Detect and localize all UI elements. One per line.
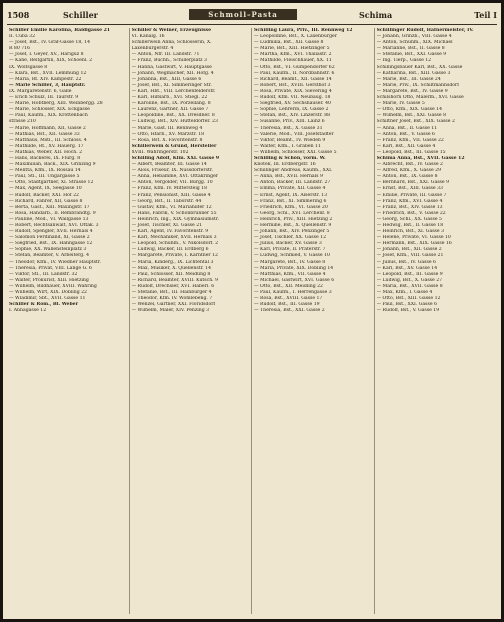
directory-entry: Schillinger Andreas, Kaufm., XXI.	[254, 168, 333, 174]
directory-entry: — Alois, Friseur, IX. Nussdorferstr.	[131, 168, 213, 174]
directory-entry: — Michael, Gastwirt, XVI. Gasse 6	[254, 277, 335, 283]
directory-column	[7, 28, 130, 614]
directory-entry: — Johann, Wegmacher, XII. Hofg. 4	[131, 70, 214, 76]
directory-entry: — Hedwig, Bst., II. Gasse 18	[376, 223, 444, 228]
directory-entry: — Johann, Bst., XIV. Penzinger 5	[254, 229, 330, 235]
directory-entry: Schima Anna, Bst., XVII. Gasse 12	[376, 155, 465, 161]
directory-entry: — Erich Schulz, III. Taurstr. 9	[9, 95, 79, 101]
directory-entry: — Friedrich, Kfm., VI. Gasse 20	[254, 204, 328, 210]
directory-column	[252, 28, 375, 614]
directory-entry: — Viktor, Beamt., IV. Wieden 9	[254, 137, 326, 143]
directory-entry: — Max, Musiker, X. Quellenstr. 14	[131, 265, 212, 271]
directory-entry: — Hanna, Gastwirt, V. Hauptgasse	[131, 64, 212, 70]
directory-entry: Laxenburgerstr. 4	[131, 46, 174, 52]
directory-entry: — Leopold, Schuhm., V. Nikolsdorf. 2	[131, 241, 219, 247]
directory-entry: — Georg, Schl., XVI. Lerchenf. 8	[254, 210, 330, 216]
directory-entry: — Richard, Fahrer, XII, Gasse 8	[9, 198, 83, 204]
directory-entry: — Matthias, Kfm., VII. Gasse 4	[254, 271, 326, 277]
directory-entry: — Maximilian, Bäck., XIX. Grinzing 9	[9, 162, 96, 168]
directory-entry: II. Cuba 32	[9, 34, 36, 40]
directory-entry: — Katharina, Bst., XIII. Gasse 3	[376, 70, 451, 76]
directory-entry: — Margarete, Private, I. Kärntner 12	[131, 253, 218, 259]
directory-entry: — Johann, Grinzb., VIII. Gasse 4	[376, 34, 452, 40]
directory-entry: — Wilhelm, Bst., XXI. Gasse 8	[376, 113, 447, 119]
directory-entry: — Marie, Schlosser, XIX. Eckgasse	[9, 107, 90, 113]
directory-entry: — Paul, Kaufm., II. Nordbahnstr. 6	[254, 70, 335, 76]
directory-entry: — Ernst, Agent, IX. Alserstr. 13	[254, 192, 328, 198]
directory-entry: — Maria, Bst., XVII. Gasse 8	[376, 283, 443, 289]
directory-entry: — Hans, Bäckerei, IX. Flurg. 8	[9, 155, 81, 161]
directory-entry: — Karl, Bst., XII. Gasse 4	[376, 143, 436, 149]
directory-entry: Schiller & Rom., Bl. Weber	[9, 302, 79, 308]
directory-entry: — Leopold, Bst., III. Gasse 9	[376, 271, 443, 277]
directory-entry: — Mathias, Bst., XII. Gasse 33	[9, 131, 80, 137]
directory-entry: — Anton, Bst., IX. Gasse 8	[376, 174, 438, 180]
directory-entry: — Robert, Bst., XVIII. Gersthof 3	[254, 82, 331, 88]
header-rule	[7, 24, 497, 25]
directory-entry: — Franz, Bst., XI. Simmering 6	[254, 198, 327, 204]
directory-entry: — Leopoldine, Bst., XX. Dresdner. 8	[131, 113, 215, 119]
directory-entry: — Theodor, Kfm., IV. Wiedner Hauptstr.	[9, 259, 101, 265]
directory-entry: — Otto, Bst., XIII. Gasse 12	[376, 296, 441, 302]
directory-entry: — Theresia, Bst., XXI. Gasse 2	[254, 308, 325, 314]
directory-entry: — Anna, Bst., XVII. Hernals 9	[254, 174, 323, 180]
directory-entry: IX. Margaretenstr. 6, Galle	[9, 88, 72, 94]
left-running-head: Schiller	[63, 10, 98, 20]
right-running-head: Schima	[359, 10, 393, 20]
directory-entry: — Ludwig, Bst., X. Gasse 27	[376, 277, 443, 283]
directory-entry: — Otto, Kfm., XIX. Gasse 14	[376, 107, 442, 113]
directory-entry: — Susanne, Priv., XIII. Lainz 6	[254, 119, 325, 125]
directory-entry: — Viktor, Stl., III. Landstr. 32	[9, 271, 78, 277]
page-header	[7, 7, 497, 23]
directory-entry: — Otto, Bst., XII. Meidling 22	[254, 283, 323, 289]
directory-entry: — Albrecht, Bst., IV. Gasse 2	[376, 162, 443, 168]
directory-entry: — Hans, Fabrik, V. Schönbrunner 55	[131, 210, 217, 216]
directory-entry: — Mathias, Weber, XII. Hoch. 2	[9, 149, 83, 155]
directory-entry: — Robert, Rechtsanwalt, XVI. Ottak. 3	[9, 223, 99, 228]
directory-entry: — Karl, Hbt., VIII. Lerchenfelderstr.	[131, 88, 216, 94]
directory-entry: — Sophie, Lehrerin, IX. Gasse 2	[254, 107, 329, 113]
directory-entry: — Bernhard, Bst., XXI. Gasse 9	[376, 180, 450, 186]
directory-entry: Schilling Laura, Priv., III. Rennweg 12	[254, 28, 353, 33]
directory-entry: — Karoline, Bst., IX. Porzellang. 8	[131, 101, 211, 107]
page-number: 1508	[7, 10, 30, 20]
center-running-head: Schmoll–Pasta	[189, 9, 297, 20]
directory-entry: Schillinger Rudolf, Hafnermeister, IV.	[376, 28, 474, 33]
directory-entry: — Franz, Kfm., XVI. Gasse 4	[376, 198, 443, 204]
directory-entry: I. Annagasse 12	[9, 308, 47, 314]
directory-entry: — Karl, Mechaniker, XVII. Hernals 3	[131, 235, 217, 241]
directory-entry: — Matthäus, Mstl., III. Schloss. 4	[9, 137, 87, 143]
directory-entry: — Josef, Bst., XI. Simmeringer Str.	[131, 82, 212, 88]
directory-entry: — Anton, Schuhm., XIX. Michael	[376, 40, 453, 46]
directory-entry: — Heinrich, Ing., XIX. Gymnasiumstr.	[131, 216, 220, 222]
directory-entry: — Wladimir, Sbt., XVII. Gasse 11	[9, 296, 86, 302]
directory-entry: — Pauline, Mod., VI. Wallgasse 13	[9, 216, 89, 222]
directory-entry: — Siegfried, XV. Sechshauser. 40	[254, 101, 331, 107]
directory-entry: Schillerwein & Grund, Hersteller	[131, 143, 217, 149]
directory-entry: — Josef, Kfm., VIII. Gasse 21	[376, 253, 444, 259]
directory-entry: — Marie, Hoffmann, XII, Gasse 2	[9, 125, 86, 131]
directory-entry: — Theresia, Privat, VIII. Lange G. 6	[9, 265, 92, 271]
directory-entry: — Maria, Kinderg., IX. Lichtental 3	[131, 259, 214, 265]
directory-entry: — Kane, Reitgärtin, XIX, Schoenl. 2	[9, 58, 93, 64]
directory-entry: — Richard, Beamt., XII. Gasse 14	[254, 76, 332, 82]
directory-entry: Schillerwein Anna, Schlosserin, X.	[131, 40, 212, 46]
directory-entry: — Marie, Priv., IX. Schiltmannsdorf	[376, 82, 459, 88]
directory-entry: — Ing. Tierp., Gasse 12	[376, 58, 432, 64]
directory-entry: Schiller & Weiner, Erzeugnisse	[131, 28, 212, 33]
directory-entry: — Theresia, Bst., X. Gasse 31	[254, 125, 323, 131]
directory-columns	[7, 28, 497, 614]
directory-entry: — Josef, Tischler, XI. Gasse 21	[131, 223, 203, 228]
directory-entry: — Helene, Private, VI. Gasse 10	[376, 235, 451, 241]
directory-entry: — Rudolf, Kfm. VII. Neubaug. 18	[254, 95, 331, 101]
directory-entry: — Rudolf, Bst., V. Gasse 19	[376, 308, 440, 314]
directory-entry: — Berta, Gast., XIII. Maxingstr. 17	[9, 204, 90, 210]
directory-entry: — Stefan, Beamter, V. Arbeiterg. 4	[9, 253, 90, 259]
directory-entry: — Martha, Kfm., XVI. Thaliastr. 2	[254, 52, 332, 58]
directory-entry: — Karl, Hilfsarb., XVI. Stiegl. 22	[131, 95, 208, 101]
directory-entry: — Rudolf, Drechsler, XVI. Haberl. 6	[131, 283, 215, 289]
directory-entry: — Wilhelm, Schlosser, XXI. Gasse 5	[254, 149, 337, 155]
directory-entry: — Otto, Hfarb., XV. Märzstr. 18	[131, 131, 205, 137]
directory-entry: — Walter, Prokurist, XIII. Hietzing	[9, 277, 89, 283]
directory-entry: — Rosa, Handarb., II. Rembrandtg. 9	[9, 210, 96, 216]
directory-entry: — Georg, Bst., II. Taborstr. 44	[131, 198, 202, 204]
directory-page	[3, 3, 501, 619]
directory-entry: — Klara, Bst., XVII. Lemmung 12	[9, 70, 87, 76]
directory-entry: — Hermine, Bst., X. Quellenstr. 9	[254, 223, 332, 228]
directory-entry: — Valerie, Mod., VIII. Josefstädter	[254, 131, 334, 137]
directory-entry: — Anna, Bst., II. Gasse 11	[376, 125, 438, 131]
directory-entry: — Paul, Bst., XXI. Gasse 6	[376, 302, 437, 308]
directory-entry: Schilling & Schön, vorm. W.	[254, 155, 326, 161]
directory-entry: — Marie, Bst., III. Gasse 24	[376, 76, 441, 82]
directory-entry: — Rudolf, Bäcker, XXI. Hof 22	[9, 192, 79, 198]
directory-entry: — Marianne, Bst., II. Gasse 8	[376, 46, 445, 52]
directory-entry: — Paul, Kaufm., XIX. Krottenbach	[9, 113, 88, 119]
directory-entry: — Ludmilla, Bst., XII. Gasse 8	[254, 40, 324, 46]
directory-entry: — Wilhelm, Bildhauer, XVIII. Währing	[9, 283, 97, 289]
directory-entry: — Otto, Bst., VI. Gumpendorfer 62	[254, 64, 335, 70]
directory-entry: — Julius, Bäcker, XV. Gasse 3	[254, 241, 322, 247]
directory-entry: — Margarete, Bst., IV. Gasse 9	[376, 88, 448, 94]
directory-entry: — Maria, Rt. XIV. Kampestr. 22	[9, 76, 82, 82]
directory-entry: — Emma, Private, XII. Gasse 4	[254, 186, 326, 192]
directory-entry: — Max, Agent, IX, Seegasse 10	[9, 186, 82, 192]
directory-entry: — Leopoldine, Bst., X. Laxenburger	[254, 34, 337, 40]
directory-entry: Schilshorn Otto, Malerm., XVI. Gasse	[376, 95, 464, 101]
directory-entry: — Marie, Bst., XIII. Hietzinger 5	[254, 46, 330, 52]
directory-entry: — Richard, Beamter, XVIII. Kutsch. 9	[131, 277, 218, 283]
directory-entry: R 80 716	[9, 46, 30, 52]
directory-column	[375, 28, 498, 614]
directory-entry: — Anton, Bst., V. Gasse 6	[376, 131, 435, 137]
directory-entry: — Marie Schiller, 3, Hauptstr.	[9, 82, 86, 88]
directory-entry: — Josef, Bst., IV. Graf-Gasse 18, 14	[9, 40, 91, 46]
directory-entry: — Ludwig, Bäcker, III. Erdberg 6	[131, 247, 209, 253]
directory-entry: — Johanna, Bst., XIII, Gasse 6	[131, 76, 202, 82]
directory-entry: — Alfred, Kfm., X. Gasse 29	[376, 168, 442, 174]
directory-entry: — Franz, Kfm., VII. Gasse 22	[376, 137, 444, 143]
directory-entry: — Karl, Private, II. Praterstr. 7	[254, 247, 326, 253]
directory-entry: — Theodor, Kfm. IV. Wohllebeng. 7	[131, 296, 213, 302]
directory-entry: — Leopold, Bst., III. Gasse 15	[376, 149, 446, 155]
directory-entry: — Gustav, Kfm., VI. Mariahilfer 12	[131, 204, 212, 210]
directory-entry: strasse 210	[9, 119, 36, 125]
directory-entry: XVIII. Währingerstr. 102	[131, 149, 189, 155]
directory-entry: — Karl, Agent, IV. Favoritenstr. 9	[131, 229, 209, 235]
directory-entry: — Heinrich, Priv., XIII. Hietzing 2	[254, 216, 333, 222]
directory-entry: — Hermann, Bst., XIX. Gasse 16	[376, 241, 452, 247]
directory-entry: — Salomon Ferdinand, XI, Gasse 2	[9, 235, 90, 241]
directory-entry: — Ludwig, Bst., XIV. Hütteldorfer. 23	[131, 119, 218, 125]
directory-entry: — Wilhelm, Wirt, XIX. Döbling 22	[9, 290, 87, 296]
directory-entry: — Anton, Nfr. III. Landstr. 71	[131, 52, 200, 58]
directory-entry: — Ernst, Bst., XIII. Gasse 33	[376, 186, 443, 192]
directory-entry: — Friedrich, Bst., V. Gasse 22	[376, 210, 446, 216]
directory-column	[130, 28, 253, 614]
directory-entry: — Marie, Hobtberg, XIII. Weinbergg. 28	[9, 101, 103, 107]
directory-entry: Schiltner Josef, Bst., XIX. Gasse 2	[376, 119, 455, 125]
directory-entry: — Josef, Tischler, XX. Gasse 12	[254, 235, 327, 241]
directory-entry: — Georg, Schl., XX. Gasse 5	[376, 216, 442, 222]
directory-entry: — Anton, Bäcker, III. Landstr. 27	[254, 180, 331, 186]
directory-entry: Schiller Emilie Karolina, Baldigasse 21	[9, 28, 111, 33]
directory-entry: — Wenzel, Gärtner, XXI. Floridsdorf	[131, 302, 216, 308]
directory-entry: — Ludwig, Schmied, V. Gasse 10	[254, 253, 330, 259]
directory-entry: Schillingsbauer Karl, Bst., XX. Gasse	[376, 64, 463, 70]
directory-entry: — Franz, Bst., XIV. Gasse 13	[376, 204, 443, 210]
directory-entry: — Stefanie, Bst., III. Hainburger 4	[131, 290, 212, 296]
directory-entry: — Heinrich, Bst., XI. Gasse 3	[376, 229, 445, 235]
directory-entry: — Rudolf, Spengler, XVII. Hernals 4	[9, 229, 93, 235]
directory-entry: — Rudolf, Bst., III. Gasse 19	[254, 302, 320, 308]
directory-entry: — Paul, Kaufm., I. Herrengasse 3	[254, 290, 332, 296]
directory-entry: — Franz, Pensionist, XIII. Gasse 4	[131, 192, 211, 198]
directory-entry: — Siegfried, Bst., IX. Hahngasse 12	[9, 241, 93, 247]
directory-entry: — Paul, Stl., III. Ungargasse 5	[9, 174, 80, 180]
directory-entry: — Marie, Gast. III. Rennweg 4	[131, 125, 203, 131]
directory-entry: — Otto, Stadtgartner, XI. Strasse 12	[9, 180, 94, 186]
directory-entry: — Wilhelm, Maler, XIV. Penzing 3	[131, 308, 210, 314]
directory-entry: — Stefan, Bst., XIV. Linzerstr. 88	[254, 113, 331, 119]
directory-entry: — Paul, Schlosser, XII. Meidling 8	[131, 271, 211, 277]
volume-label: Teil I	[474, 10, 497, 20]
directory-entry: — Franz, Kfm. IV. Mittersteig 18	[131, 186, 208, 192]
directory-entry: — Melitta, Kfm., IX. Rossau 14	[9, 168, 81, 174]
directory-entry: Schilling Adolf, Kfm. XXI. Gasse 9	[131, 155, 220, 161]
directory-entry: — Karl, Bst., XV. Gasse 14	[376, 265, 438, 271]
directory-entry: — Walter, Kfm., I. Graben 11	[254, 143, 321, 149]
directory-entry: — Julius, Bst., IV. Gasse 6	[376, 259, 436, 265]
directory-entry: — Rosa, Bst. X. Favoritenstr. 8	[131, 137, 203, 143]
directory-entry: — Margarete, Bst., IV. Gasse 8	[254, 259, 326, 265]
directory-entry: — Mathilde, Rt., XV. Hauerg. 17	[9, 143, 84, 149]
directory-entry: — Mathilde, Fleischhauer, XX. 11	[254, 58, 332, 64]
directory-entry: — Laurenz, Gärtner, XII. Gasse 7	[131, 107, 209, 113]
directory-entry: — Anna, Hebamme, XVI. Ottakringer	[131, 174, 218, 180]
directory-entry: — Stefanie, Bst., XXI. Gasse 9	[376, 52, 447, 58]
directory-entry: — Rosa, Private, XIX. Sievering 4	[254, 88, 332, 94]
directory-entry: — Josef, I. Geyer, XV., Hariguz 8	[9, 52, 84, 58]
directory-entry: — Maria, Private, XIX. Döbling 14	[254, 265, 334, 271]
directory-entry: Knotek, III. Erdbergstr. 16	[254, 162, 316, 168]
directory-entry: — Anton, Vergolder, VII. Burgg. 10	[131, 180, 213, 186]
directory-entry: — Albert, Beamter, III. Gasse 14	[131, 162, 207, 168]
directory-entry: IX. Wolfsgasse 8	[9, 64, 48, 70]
directory-entry: VI. Kanalg. 16	[131, 34, 165, 40]
directory-entry: — Emilie, Private, III. Gasse 7	[376, 192, 447, 198]
directory-entry: — Rosa, Bst., XVIII. Gasse 17	[254, 296, 323, 302]
directory-entry: — Sophie, XX. Wallensteinplatz 3	[9, 247, 87, 253]
directory-entry: — Max, Kfm., I. Gasse 4	[376, 290, 433, 296]
directory-entry: — Marie, IV. Gasse 5	[376, 101, 425, 107]
directory-entry: — Franz, Buchh., Schillerplatz 3	[131, 58, 207, 64]
directory-entry: — Johann, Bst., XII. Gasse 2	[376, 247, 442, 253]
